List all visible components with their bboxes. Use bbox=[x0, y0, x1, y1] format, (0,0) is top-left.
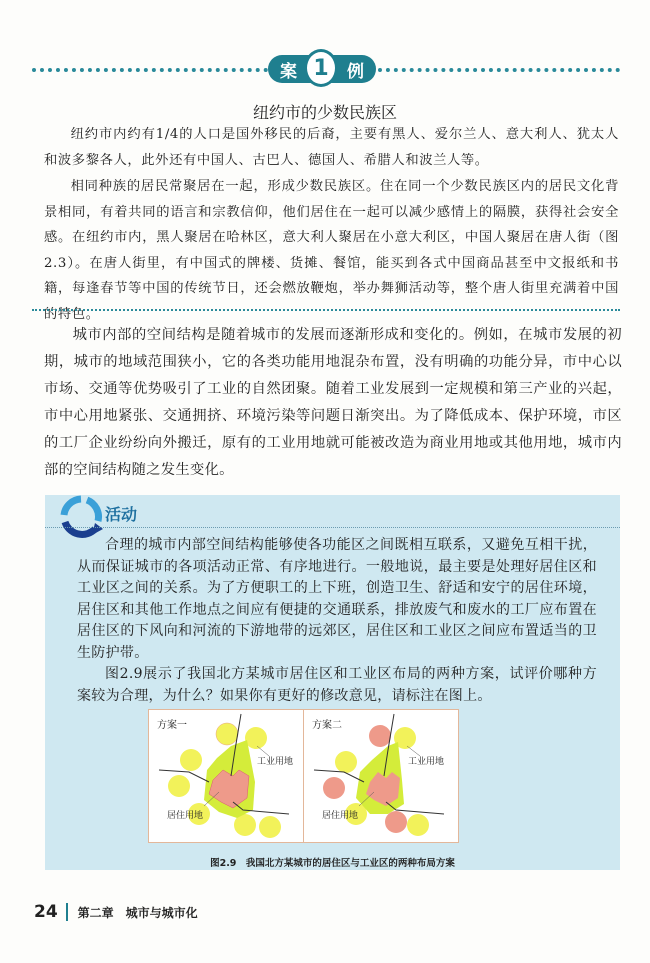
badge-right: 例 bbox=[347, 61, 364, 82]
chapter-title: 第二章 城市与城市化 bbox=[77, 905, 198, 920]
footer-separator bbox=[66, 903, 68, 921]
plan-title: 方案一 bbox=[157, 720, 187, 731]
activity-paragraph: 图2.9展示了我国北方某城市居住区和工业区布局的两种方案，试评价哪种方案较为合理，为什么？如果你有更好的修改意见，请标注在图上。 bbox=[77, 666, 597, 704]
activity-paragraph: 合理的城市内部空间结构能够使各功能区之间既相互联系，又避免互相干扰，从而保证城市的各项活动正常、有序地进行。一般地说，最主要是处理好居住区和工业区之间的关系。为了方便职工的上下班，创造卫生、舒适和安宁的居住环境，居住区和其他工作地点之间应有便捷的交通联系，排放废气和废水的工厂应布置在居住区的下风向和河流的下游地带的远郊区，居住区和工业区之间应布置适当的卫生防护带。 bbox=[77, 537, 597, 661]
residential-land-label: 居住用地 bbox=[322, 811, 359, 821]
header-divider-left bbox=[32, 68, 268, 72]
activity-label: 活动 bbox=[105, 505, 138, 524]
industrial-land-label: 工业用地 bbox=[408, 757, 445, 767]
plan-title: 方案二 bbox=[312, 720, 342, 731]
badge-number: 1 bbox=[304, 49, 338, 87]
body-paragraph: 城市内部的空间结构是随着城市的发展而逐渐形成和变化的。例如，在城市发展的初期，城市的地域范围狭小，它的各类功能用地混杂布置，没有明确的功能分异，市中心以市场、交通等优势吸引了工业的自然团聚。随着工业发展到一定规模和第三产业的兴起，市中心用地紧张、交通拥挤、环境污染等问题日渐突出。为了降低成本、保护环境，市区的工厂企业纷纷向外搬迁，原有的工业用地就可能被改造为商业用地或其他用地，城市内部的空间结构随之发生变化。 bbox=[44, 327, 622, 478]
residential-land-label: 居住用地 bbox=[167, 811, 204, 821]
header-divider-right bbox=[378, 68, 620, 72]
page-number: 24 bbox=[34, 902, 58, 922]
page-footer bbox=[34, 902, 198, 922]
badge-left: 案 bbox=[280, 61, 297, 82]
section-divider bbox=[32, 309, 620, 311]
activity-divider bbox=[45, 527, 620, 528]
case-title: 纽约市的少数民族区 bbox=[252, 103, 397, 122]
case-paragraph: 相同种族的居民常聚居在一起，形成少数民族区。住在同一个少数民族区内的居民文化背景相同，有着共同的语言和宗教信仰，他们居住在一起可以减少感情上的隔膜，获得社会安全感。在纽约市内，黑人聚居在哈林区，意大利人聚居在小意大利区，中国人聚居在唐人街（图2.3）。在唐人街里，有中国式的牌楼、货摊、餐馆，能买到各式中国商品甚至中文报纸和书籍，每逢春节等中国的传统节日，还会燃放鞭炮，举办舞狮活动等，整个唐人街里充满着中国的特色。 bbox=[44, 179, 619, 322]
plan-two-panel bbox=[303, 710, 458, 842]
case-badge bbox=[268, 55, 376, 83]
industrial-land-label: 工业用地 bbox=[257, 757, 294, 767]
cycle-arrows-icon bbox=[59, 495, 103, 539]
plan-one-panel bbox=[149, 710, 303, 842]
figure-2-9 bbox=[148, 709, 459, 843]
figure-caption: 图2.9 我国北方某城市的居住区与工业区的两种布局方案 bbox=[210, 858, 455, 869]
plan-two-map bbox=[304, 710, 458, 842]
activity-box bbox=[45, 495, 620, 870]
case-paragraph: 纽约市内约有1/4的人口是国外移民的后裔，主要有黑人、爱尔兰人、意大利人、犹太人和波多黎各人，此外还有中国人、古巴人、德国人、希腊人和波兰人等。 bbox=[44, 127, 619, 168]
plan-one-map bbox=[149, 710, 303, 842]
